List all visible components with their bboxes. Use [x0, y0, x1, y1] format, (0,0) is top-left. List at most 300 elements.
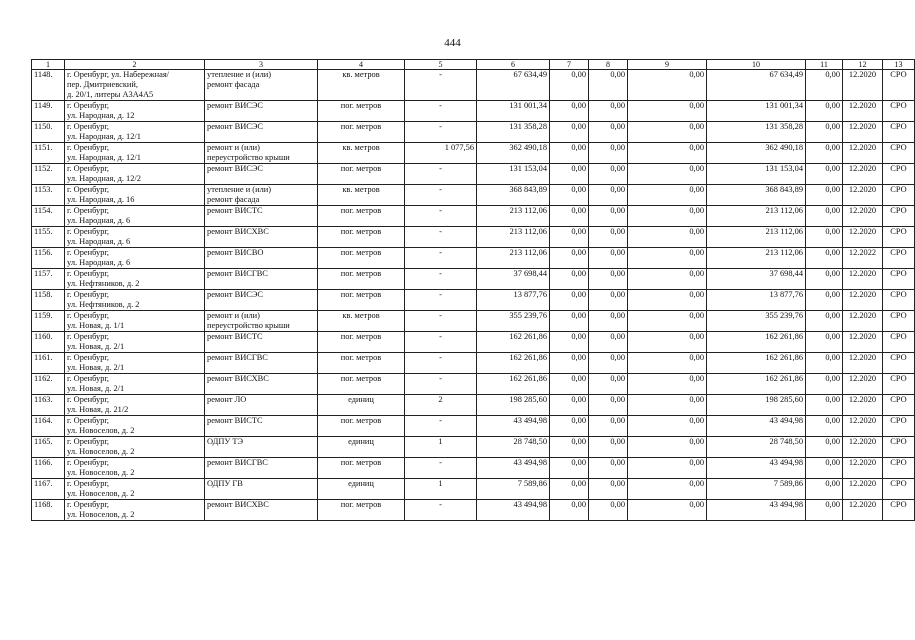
other-funds-value: 0,00 — [825, 395, 840, 404]
method-cell — [883, 479, 915, 500]
period-cell — [843, 437, 883, 458]
address-line: ул. Новоселов, д. 2 — [67, 426, 135, 435]
other-funds-value: 0,00 — [825, 269, 840, 278]
period-cell — [843, 353, 883, 374]
address-cell — [65, 311, 205, 332]
work-type-line: ремонт ВИСГВС — [207, 353, 268, 362]
funding-value: 0,00 — [571, 479, 586, 488]
quantity-cell — [405, 374, 477, 395]
funding-cell — [589, 101, 628, 122]
total-cost-value: 13 877,76 — [513, 290, 547, 299]
funding-cell — [550, 122, 589, 143]
owner-funds-cell — [707, 458, 806, 479]
row-number: 1150. — [34, 122, 53, 131]
row-number-cell — [32, 143, 65, 164]
other-funds-value: 0,00 — [825, 374, 840, 383]
unit-cell — [318, 353, 405, 374]
row-number-cell — [32, 353, 65, 374]
method-value: СРО — [890, 332, 907, 341]
funding-cell — [589, 206, 628, 227]
funding-value: 0,00 — [610, 458, 625, 467]
funding-cell — [589, 122, 628, 143]
period-cell — [843, 122, 883, 143]
address-cell — [65, 269, 205, 290]
period-value: 12.2020 — [848, 269, 877, 278]
period-cell — [843, 458, 883, 479]
row-number: 1165. — [34, 437, 53, 446]
funding-cell — [550, 500, 589, 521]
method-value: СРО — [890, 122, 907, 131]
funding-cell — [628, 122, 707, 143]
other-funds-cell — [806, 101, 843, 122]
unit-value: пог. метров — [340, 227, 382, 236]
owner-funds-value: 131 358,28 — [765, 122, 803, 131]
funding-cell — [628, 227, 707, 248]
table-row — [32, 290, 915, 311]
funding-cell — [550, 248, 589, 269]
funding-value: 0,00 — [610, 164, 625, 173]
total-cost-value: 131 001,34 — [509, 101, 547, 110]
work-type-cell — [205, 416, 318, 437]
unit-cell — [318, 248, 405, 269]
total-cost-value: 43 494,98 — [513, 500, 547, 509]
method-cell — [883, 290, 915, 311]
quantity-value: - — [439, 101, 442, 110]
unit-cell — [318, 416, 405, 437]
owner-funds-cell — [707, 269, 806, 290]
funding-value: 0,00 — [571, 416, 586, 425]
period-cell — [843, 290, 883, 311]
total-cost-value: 37 698,44 — [513, 269, 547, 278]
work-type-cell — [205, 290, 318, 311]
total-cost-value: 162 261,86 — [509, 353, 547, 362]
address-cell — [65, 70, 205, 101]
quantity-value: - — [439, 458, 442, 467]
other-funds-cell — [806, 395, 843, 416]
method-cell — [883, 269, 915, 290]
unit-value: пог. метров — [340, 101, 382, 110]
funding-cell — [550, 395, 589, 416]
quantity-cell — [405, 143, 477, 164]
funding-value: 0,00 — [689, 458, 704, 467]
method-cell — [883, 332, 915, 353]
header-row — [32, 60, 915, 70]
funding-value: 0,00 — [610, 248, 625, 257]
funding-value: 0,00 — [689, 101, 704, 110]
other-funds-value: 0,00 — [825, 185, 840, 194]
period-value: 12.2020 — [848, 185, 877, 194]
funding-value: 0,00 — [689, 248, 704, 257]
total-cost-cell — [477, 206, 550, 227]
row-number-cell — [32, 332, 65, 353]
unit-cell — [318, 374, 405, 395]
period-value: 12.2020 — [848, 395, 877, 404]
unit-cell — [318, 269, 405, 290]
method-value: СРО — [890, 290, 907, 299]
address-line: г. Оренбург, — [67, 479, 110, 488]
quantity-value: - — [439, 164, 442, 173]
work-type-line: утепление и (или) — [207, 70, 272, 79]
total-cost-value: 362 490,18 — [509, 143, 547, 152]
owner-funds-value: 162 261,86 — [765, 374, 803, 383]
funding-value: 0,00 — [571, 122, 586, 131]
owner-funds-value: 368 843,89 — [765, 185, 803, 194]
period-value: 12.2022 — [848, 248, 877, 257]
address-line: г. Оренбург, — [67, 143, 110, 152]
funding-cell — [628, 500, 707, 521]
unit-value: кв. метров — [342, 311, 380, 320]
address-line: г. Оренбург, — [67, 101, 110, 110]
funding-value: 0,00 — [610, 437, 625, 446]
work-type-line: ремонт ВИСГВС — [207, 458, 268, 467]
unit-cell — [318, 311, 405, 332]
period-value: 12.2020 — [848, 227, 877, 236]
owner-funds-value: 43 494,98 — [769, 500, 803, 509]
row-number: 1162. — [34, 374, 53, 383]
address-line: г. Оренбург, — [67, 290, 110, 299]
funding-cell — [589, 248, 628, 269]
funding-cell — [589, 164, 628, 185]
funding-value: 0,00 — [571, 353, 586, 362]
quantity-cell — [405, 164, 477, 185]
address-line: ул. Новоселов, д. 2 — [67, 468, 135, 477]
period-value: 12.2020 — [848, 122, 877, 131]
total-cost-cell — [477, 248, 550, 269]
owner-funds-cell — [707, 164, 806, 185]
work-type-line: ремонт ВИСГВС — [207, 269, 268, 278]
total-cost-cell — [477, 227, 550, 248]
quantity-cell — [405, 311, 477, 332]
funding-cell — [589, 395, 628, 416]
row-number: 1164. — [34, 416, 53, 425]
other-funds-cell — [806, 416, 843, 437]
work-type-line: утепление и (или) — [207, 185, 272, 194]
address-line: пер. Дмитриевский, — [67, 80, 138, 89]
row-number-cell — [32, 269, 65, 290]
quantity-value: 2 — [438, 395, 443, 404]
owner-funds-value: 131 153,04 — [765, 164, 803, 173]
row-number: 1155. — [34, 227, 53, 236]
quantity-value: - — [439, 122, 442, 131]
row-number-cell — [32, 458, 65, 479]
row-number-cell — [32, 311, 65, 332]
owner-funds-value: 355 239,76 — [765, 311, 803, 320]
funding-value: 0,00 — [610, 101, 625, 110]
other-funds-value: 0,00 — [825, 458, 840, 467]
quantity-cell — [405, 248, 477, 269]
address-cell — [65, 500, 205, 521]
work-type-line: переустройство крыши — [207, 321, 290, 330]
funding-cell — [589, 290, 628, 311]
table-row — [32, 70, 915, 101]
row-number: 1154. — [34, 206, 53, 215]
owner-funds-cell — [707, 290, 806, 311]
owner-funds-cell — [707, 206, 806, 227]
address-cell — [65, 164, 205, 185]
period-value: 12.2020 — [848, 353, 877, 362]
column-header: 10 — [707, 60, 806, 70]
owner-funds-value: 213 112,06 — [765, 248, 803, 257]
other-funds-value: 0,00 — [825, 70, 840, 79]
funding-cell — [628, 437, 707, 458]
address-line: г. Оренбург, — [67, 500, 110, 509]
unit-value: единиц — [348, 437, 374, 446]
total-cost-cell — [477, 416, 550, 437]
work-type-cell — [205, 101, 318, 122]
unit-cell — [318, 101, 405, 122]
funding-value: 0,00 — [571, 374, 586, 383]
work-type-line: ремонт ВИСТС — [207, 332, 263, 341]
funding-value: 0,00 — [571, 248, 586, 257]
unit-cell — [318, 437, 405, 458]
funding-value: 0,00 — [610, 269, 625, 278]
row-number: 1163. — [34, 395, 53, 404]
method-value: СРО — [890, 395, 907, 404]
owner-funds-value: 131 001,34 — [765, 101, 803, 110]
column-header: 3 — [205, 60, 318, 70]
address-line: ул. Народная, д. 12 — [67, 111, 135, 120]
address-line: ул. Нефтяников, д. 2 — [67, 300, 140, 309]
method-cell — [883, 164, 915, 185]
address-line: ул. Новоселов, д. 2 — [67, 447, 135, 456]
funding-value: 0,00 — [610, 416, 625, 425]
quantity-cell — [405, 332, 477, 353]
funding-cell — [550, 164, 589, 185]
funding-value: 0,00 — [689, 290, 704, 299]
table-row — [32, 437, 915, 458]
total-cost-value: 131 153,04 — [509, 164, 547, 173]
row-number-cell — [32, 227, 65, 248]
funding-value: 0,00 — [610, 479, 625, 488]
owner-funds-cell — [707, 437, 806, 458]
address-line: ул. Нефтяников, д. 2 — [67, 279, 140, 288]
funding-cell — [550, 206, 589, 227]
owner-funds-value: 13 877,76 — [769, 290, 803, 299]
unit-cell — [318, 70, 405, 101]
funding-value: 0,00 — [689, 416, 704, 425]
other-funds-value: 0,00 — [825, 416, 840, 425]
method-value: СРО — [890, 70, 907, 79]
funding-value: 0,00 — [571, 164, 586, 173]
period-value: 12.2020 — [848, 332, 877, 341]
column-header: 5 — [405, 60, 477, 70]
method-cell — [883, 458, 915, 479]
table-row — [32, 164, 915, 185]
table-row — [32, 353, 915, 374]
quantity-value: - — [439, 269, 442, 278]
other-funds-value: 0,00 — [825, 227, 840, 236]
method-value: СРО — [890, 143, 907, 152]
other-funds-cell — [806, 311, 843, 332]
address-line: д. 20/1, литеры А3А4А5 — [67, 90, 154, 99]
address-cell — [65, 206, 205, 227]
table-row — [32, 206, 915, 227]
funding-value: 0,00 — [610, 395, 625, 404]
unit-value: пог. метров — [340, 332, 382, 341]
address-line: г. Оренбург, — [67, 311, 110, 320]
row-number-cell — [32, 185, 65, 206]
period-cell — [843, 395, 883, 416]
owner-funds-cell — [707, 416, 806, 437]
row-number: 1160. — [34, 332, 53, 341]
total-cost-cell — [477, 185, 550, 206]
method-cell — [883, 311, 915, 332]
repair-registry-table — [31, 59, 915, 521]
method-cell — [883, 206, 915, 227]
unit-value: пог. метров — [340, 416, 382, 425]
other-funds-cell — [806, 185, 843, 206]
owner-funds-cell — [707, 101, 806, 122]
table-row — [32, 185, 915, 206]
period-value: 12.2020 — [848, 479, 877, 488]
row-number: 1159. — [34, 311, 53, 320]
total-cost-cell — [477, 458, 550, 479]
quantity-cell — [405, 206, 477, 227]
funding-value: 0,00 — [571, 185, 586, 194]
address-cell — [65, 143, 205, 164]
funding-value: 0,00 — [571, 500, 586, 509]
unit-cell — [318, 395, 405, 416]
other-funds-value: 0,00 — [825, 500, 840, 509]
unit-cell — [318, 122, 405, 143]
other-funds-cell — [806, 290, 843, 311]
row-number: 1153. — [34, 185, 53, 194]
method-cell — [883, 122, 915, 143]
work-type-line: ремонт ВИСЭС — [207, 122, 263, 131]
funding-cell — [628, 416, 707, 437]
funding-value: 0,00 — [571, 311, 586, 320]
work-type-cell — [205, 353, 318, 374]
owner-funds-value: 43 494,98 — [769, 458, 803, 467]
total-cost-value: 355 239,76 — [509, 311, 547, 320]
row-number: 1161. — [34, 353, 53, 362]
funding-value: 0,00 — [689, 332, 704, 341]
work-type-line: ремонт ВИСЭС — [207, 290, 263, 299]
address-line: ул. Новая, д. 2/1 — [67, 363, 125, 372]
funding-cell — [628, 248, 707, 269]
address-cell — [65, 248, 205, 269]
owner-funds-value: 43 494,98 — [769, 416, 803, 425]
funding-cell — [550, 416, 589, 437]
funding-cell — [550, 311, 589, 332]
work-type-cell — [205, 248, 318, 269]
total-cost-cell — [477, 143, 550, 164]
unit-cell — [318, 479, 405, 500]
row-number-cell — [32, 122, 65, 143]
period-cell — [843, 500, 883, 521]
other-funds-cell — [806, 70, 843, 101]
quantity-cell — [405, 101, 477, 122]
other-funds-value: 0,00 — [825, 290, 840, 299]
quantity-cell — [405, 479, 477, 500]
funding-cell — [628, 353, 707, 374]
address-cell — [65, 332, 205, 353]
period-cell — [843, 101, 883, 122]
other-funds-value: 0,00 — [825, 479, 840, 488]
owner-funds-cell — [707, 353, 806, 374]
other-funds-cell — [806, 353, 843, 374]
work-type-line: ремонт и (или) — [207, 143, 260, 152]
funding-value: 0,00 — [689, 227, 704, 236]
owner-funds-cell — [707, 122, 806, 143]
period-value: 12.2020 — [848, 458, 877, 467]
table-row — [32, 248, 915, 269]
funding-cell — [628, 101, 707, 122]
funding-value: 0,00 — [571, 332, 586, 341]
funding-cell — [550, 479, 589, 500]
quantity-value: - — [439, 70, 442, 79]
funding-value: 0,00 — [689, 185, 704, 194]
owner-funds-value: 7 589,86 — [773, 479, 803, 488]
funding-cell — [628, 374, 707, 395]
owner-funds-value: 162 261,86 — [765, 353, 803, 362]
total-cost-cell — [477, 122, 550, 143]
funding-cell — [550, 353, 589, 374]
table-row — [32, 269, 915, 290]
address-cell — [65, 353, 205, 374]
address-cell — [65, 416, 205, 437]
quantity-value: - — [439, 332, 442, 341]
funding-value: 0,00 — [689, 395, 704, 404]
method-value: СРО — [890, 206, 907, 215]
period-value: 12.2020 — [848, 290, 877, 299]
work-type-cell — [205, 458, 318, 479]
funding-cell — [628, 164, 707, 185]
method-value: СРО — [890, 500, 907, 509]
period-cell — [843, 206, 883, 227]
other-funds-cell — [806, 458, 843, 479]
quantity-value: - — [439, 185, 442, 194]
funding-cell — [589, 458, 628, 479]
other-funds-cell — [806, 437, 843, 458]
funding-cell — [628, 185, 707, 206]
quantity-value: - — [439, 248, 442, 257]
column-header: 6 — [477, 60, 550, 70]
owner-funds-value: 37 698,44 — [769, 269, 803, 278]
column-header: 2 — [65, 60, 205, 70]
quantity-cell — [405, 70, 477, 101]
total-cost-cell — [477, 374, 550, 395]
funding-value: 0,00 — [689, 500, 704, 509]
page-number: 444 — [444, 37, 461, 49]
period-cell — [843, 269, 883, 290]
unit-cell — [318, 458, 405, 479]
address-line: ул. Народная, д. 6 — [67, 237, 131, 246]
table-row — [32, 227, 915, 248]
address-line: ул. Новая, д. 2/1 — [67, 384, 125, 393]
work-type-line: ОДПУ ГВ — [207, 479, 243, 488]
address-line: г. Оренбург, — [67, 437, 110, 446]
total-cost-cell — [477, 101, 550, 122]
work-type-cell — [205, 311, 318, 332]
column-header: 4 — [318, 60, 405, 70]
method-cell — [883, 395, 915, 416]
work-type-line: ремонт фасада — [207, 80, 260, 89]
owner-funds-cell — [707, 70, 806, 101]
column-header: 9 — [628, 60, 707, 70]
total-cost-value: 368 843,89 — [509, 185, 547, 194]
quantity-cell — [405, 227, 477, 248]
period-cell — [843, 143, 883, 164]
quantity-cell — [405, 437, 477, 458]
other-funds-value: 0,00 — [825, 353, 840, 362]
funding-cell — [589, 143, 628, 164]
method-cell — [883, 185, 915, 206]
total-cost-cell — [477, 290, 550, 311]
other-funds-cell — [806, 374, 843, 395]
row-number: 1166. — [34, 458, 53, 467]
address-line: ул. Новоселов, д. 2 — [67, 510, 135, 519]
